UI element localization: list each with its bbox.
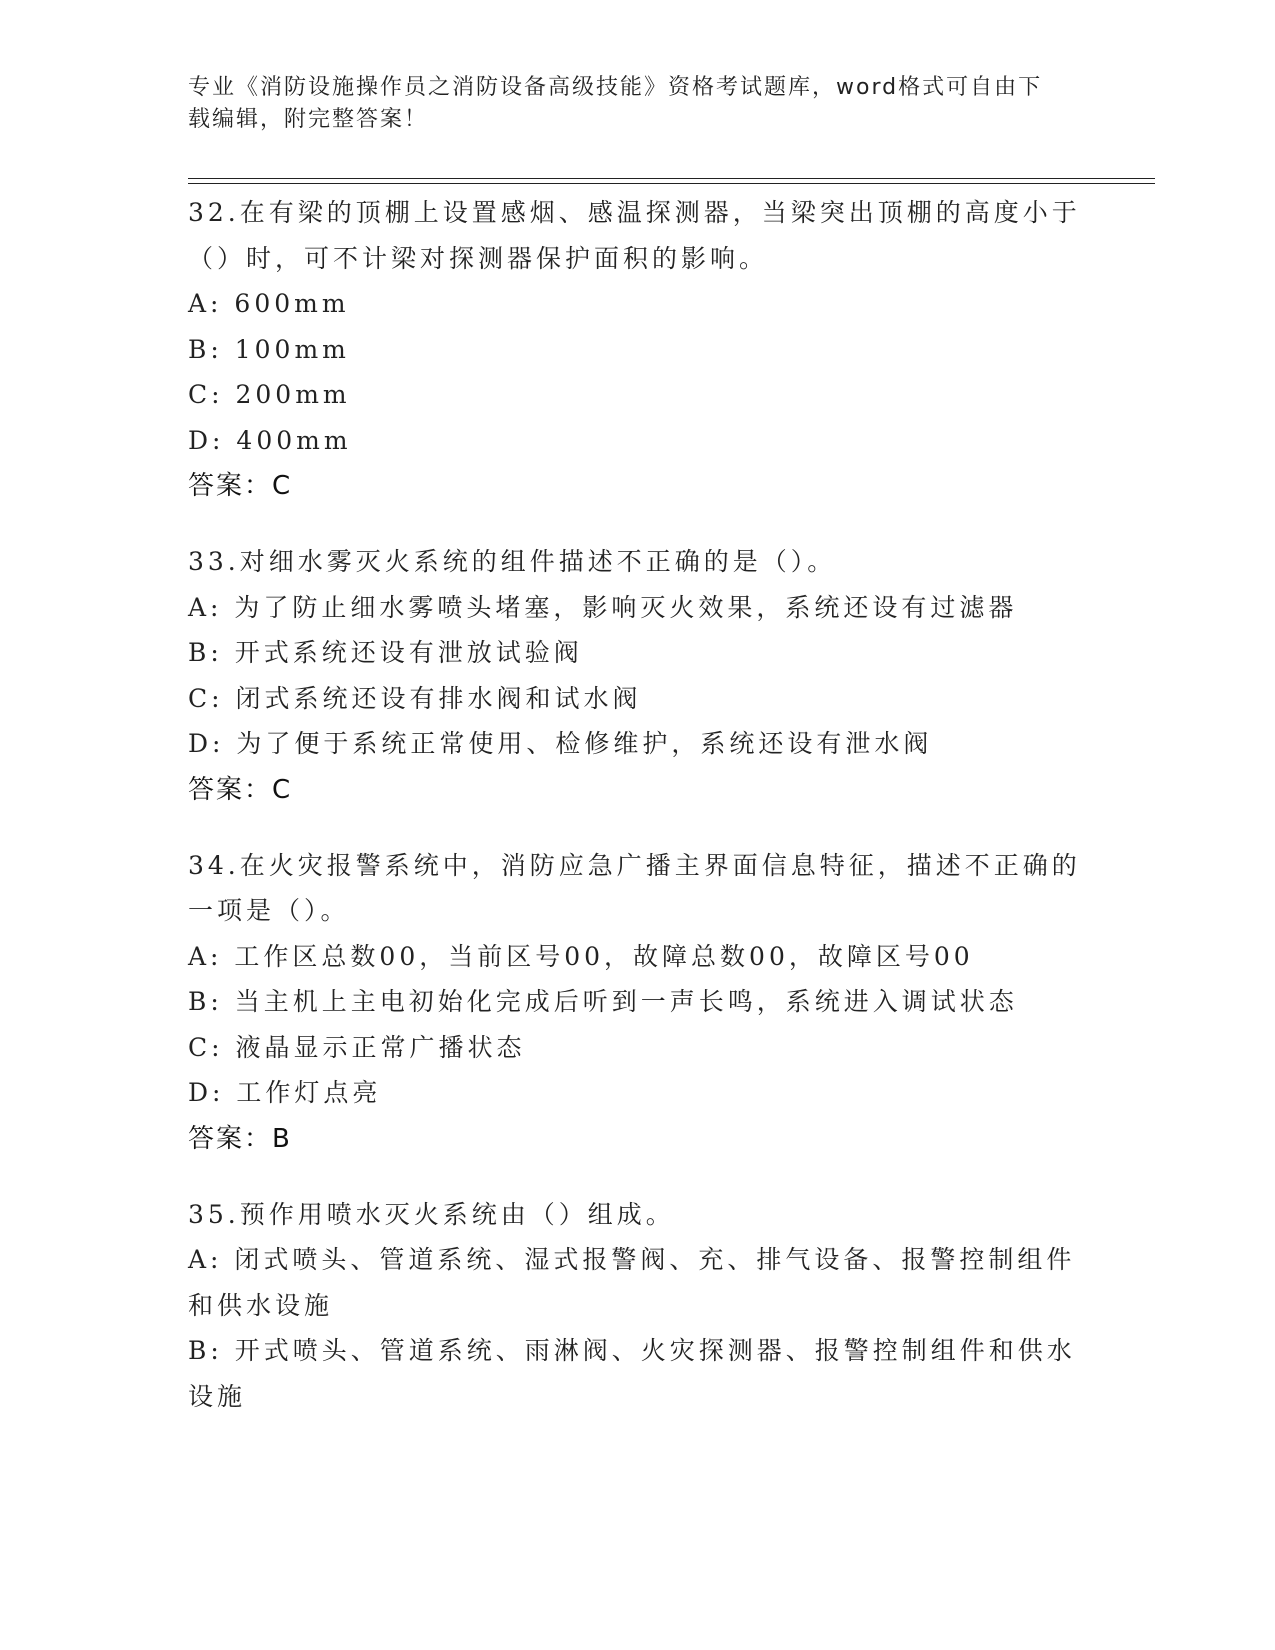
option-d: D: 为了便于系统正常使用、检修维护，系统还设有泄水阀 <box>188 729 933 758</box>
option-a: A: 闭式喷头、管道系统、湿式报警阀、充、排气设备、报警控制组件和供水设施 <box>188 1245 1076 1320</box>
option-c: C: 闭式系统还设有排水阀和试水阀 <box>188 683 642 713</box>
option-b: B: 100mm <box>188 334 350 364</box>
header-line-1: 专业《消防设施操作员之消防设备高级技能》资格考试题库，word格式可自由下 <box>188 75 1043 100</box>
question-35 <box>188 1192 1088 1420</box>
answer-line: 答案：C <box>188 471 293 501</box>
header-divider-bottom <box>188 183 1155 184</box>
question-33 <box>188 539 1088 813</box>
question-list <box>188 190 1088 1449</box>
header-line-2: 载编辑，附完整答案！ <box>188 107 429 132</box>
answer-line: 答案：C <box>188 774 293 805</box>
answer-line: 答案：B <box>188 1123 292 1154</box>
question-stem: 34.在火灾报警系统中，消防应急广播主界面信息特征，描述不正确的一项是（）。 <box>188 850 1081 925</box>
document-header <box>188 72 1068 136</box>
option-c: C: 200mm <box>188 380 351 409</box>
question-stem: 33.对细水雾灭火系统的组件描述不正确的是（）。 <box>188 547 837 576</box>
option-b: B: 当主机上主电初始化完成后听到一声长鸣，系统进入调试状态 <box>188 987 1018 1016</box>
question-stem: 35.预作用喷水灭火系统由（）组成。 <box>188 1199 675 1229</box>
header-divider-top <box>188 178 1155 179</box>
question-32 <box>188 190 1088 509</box>
option-a: A: 为了防止细水雾喷头堵塞，影响灭火效果，系统还设有过滤器 <box>188 592 1018 622</box>
option-d: D: 400mm <box>188 425 352 455</box>
option-d: D: 工作灯点亮 <box>188 1078 382 1107</box>
option-a: A: 工作区总数00，当前区号00，故障总数00，故障区号00 <box>188 941 974 971</box>
option-b: B: 开式喷头、管道系统、雨淋阀、火灾探测器、报警控制组件和供水设施 <box>188 1336 1076 1411</box>
question-34 <box>188 843 1088 1162</box>
option-a: A: 600mm <box>188 289 350 318</box>
option-b: B: 开式系统还设有泄放试验阀 <box>188 638 583 667</box>
option-c: C: 液晶显示正常广播状态 <box>188 1032 526 1062</box>
question-stem: 32.在有梁的顶棚上设置感烟、感温探测器，当梁突出顶棚的高度小于（）时，可不计梁对探测器保护面积的影响。 <box>188 198 1081 273</box>
